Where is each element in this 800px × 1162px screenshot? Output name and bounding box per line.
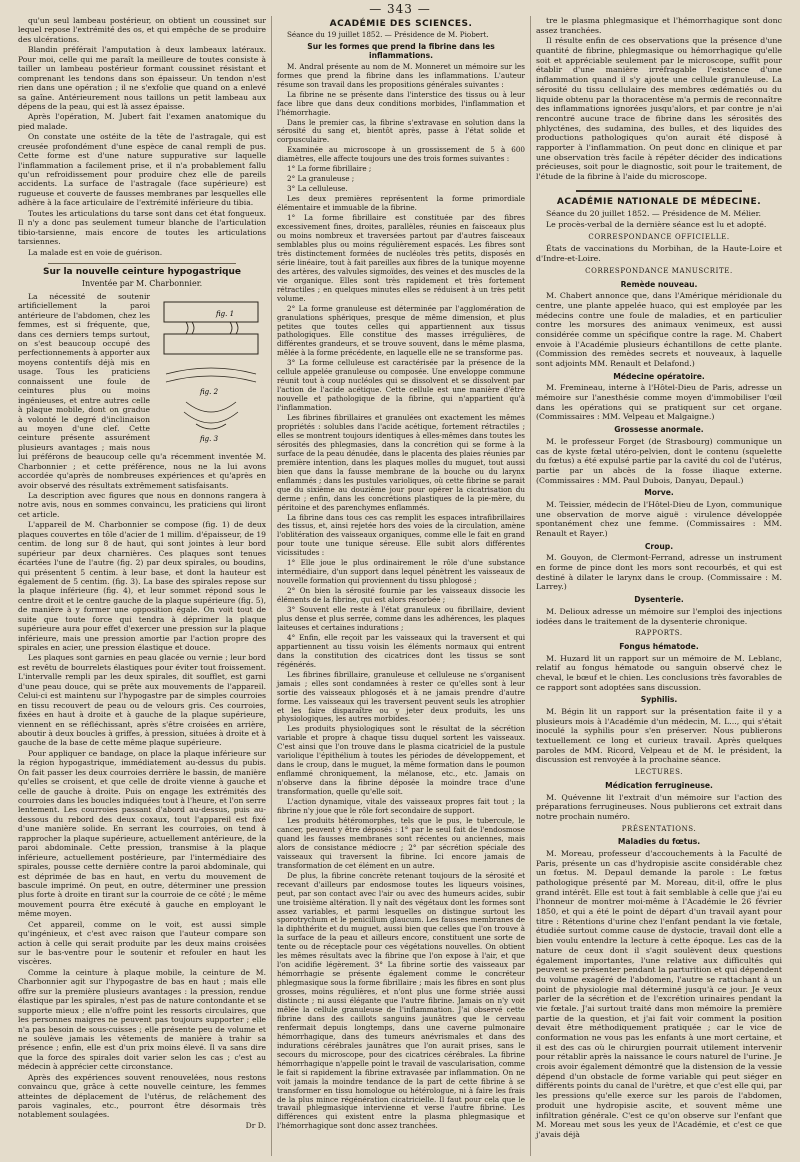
paragraph: La fibrine ne se présente dans l'interstice des tissus ou à leur face libre que dans deux conditions morbides, l'inflammation et l'hémorrhagie. bbox=[277, 89, 525, 117]
item-text: M. Teissier, médecin de l'Hôtel-Dieu de Lyon, communique une observation de morve aiguë : virulence développée spontanément chez une femme. (Commissaires : MM. Renault et Rayer.) bbox=[536, 499, 782, 538]
paragraph: Il résulte enfin de ces observations que la présence d'une quantité de fibrine, phlegmasique ou hémorrhagique qu'elle soit et appréciable seulement par le microscope, suffit pour établir d'une manière irréfragable l'existence d'une inflammation quand il s'y ajoute une cellule granuleuse. La sérosité du tissu cellulaire des membres œdématiés ou du liquide obtenu par la thoracentèse m'a permis de reconnaître des inflammations ignorées jusqu'alors, et par contre je n'ai rencontré aucune trace de fibrine dans les sérosités des phlycténes, des sudamina, des bulles, et des liquides des productions pathologiques qu'on aurait été disposé à rapporter à l'inflammation. On peut donc en clinique et par une observation très facile à répéter décider des indications précieuses, soit pour le diagnostic, soit pour le traitement, de l'étude de la fibrine à l'aide du microscope. bbox=[536, 36, 782, 181]
paragraph: M. Andral présente au nom de M. Monneret un mémoire sur les formes que prend la fibrine dans les inflammations. L'auteur résume son travail dans les propositions générales suivantes : bbox=[277, 61, 525, 89]
paragraph: Les deux premières représentent la forme primordiale élémentaire et immuable de la fibrine. bbox=[277, 194, 525, 213]
paragraph: Les produits physiologiques sont le résultat de la sécrétion variable et propre à chaque tissu duquel sortent les vaisseaux. C'est ainsi que l'on trouve dans le plasma cicatriciel de la pustule variolique l'épithélium à toutes les périodes de développement, et dans le croup, dans le muguet, la même formation dans le poumon enflammé chroniquement, la mélanose, etc., etc. Jamais on n'observe dans la fibrine déposée la moindre trace d'une transformation, quelle qu'elle soit. bbox=[277, 724, 525, 797]
fig3-label: fig. 3 bbox=[200, 434, 219, 443]
item-text: M. Delioux adresse un mémoire sur l'emploi des injections iodées dans le traitement de la dysenterie chronique. bbox=[536, 606, 782, 626]
paragraph: Dans le premier cas, la fibrine s'extravase en solution dans la sérosité du sang et, bientôt après, passe à l'état solide et corpusculaire. bbox=[277, 117, 525, 145]
section-title: ACADÉMIE DES SCIENCES. bbox=[329, 19, 473, 29]
paragraph: 1° La forme fibrillaire est constituée par des fibres excessivement fines, droites, parallèles, réunies en faisceaux plus ou moins nombreux et traversées partout par d'autres faisceaux semblables plus ou moins régulièrement espacés. Les fibres sont très distinctement formées de nucléoles très petits, disposés en série linéaire, tout à fait pareilles aux fibres de la tunique moyenne des artères, des valvules sigmoïdes, des veines et des muscles de la vie organique. Elles sont très rapidement et très fortement rétractiles ; en quelques minutes elles se réduisent à un très petit volume. bbox=[277, 213, 525, 303]
paragraph: 4° Enfin, elle reçoit par les vaisseaux qui la traversent et qui appartiennent au tissu voisin les éléments normaux qui entrent dans la constitution des cicatrices dont les tissus se sont régénérés. bbox=[277, 632, 525, 669]
item-heading: Maladies du fœtus. bbox=[617, 837, 701, 847]
item-text: M. Fremineau, interne à l'Hôtel-Dieu de Paris, adresse un mémoire sur l'anesthésie comme moyen d'immobiliser l'œil dans les opérations qui se pratiquent sur cet organe. (Commissaires : MM. Velpeau et Malgaigne.) bbox=[536, 383, 782, 422]
paragraph: 3° La celluleuse. bbox=[287, 184, 348, 194]
item-heading: Morve. bbox=[644, 488, 674, 498]
separator bbox=[48, 263, 236, 264]
column-rule bbox=[530, 16, 531, 1156]
item-heading: Médication ferrugineuse. bbox=[605, 780, 713, 790]
academy-title: ACADÉMIE NATIONALE DE MÉDECINE. bbox=[556, 196, 762, 207]
item-heading: PRÉSENTATIONS. bbox=[621, 824, 697, 833]
paragraph: 2° La forme granuleuse est déterminée par l'agglomération de granulations sphériques, presque de même dimension, et plus petites que toutes celles qui appartiennent aux tissus pathologiques. Elle constitue des masses irrégulières, de différentes grandeurs, et se trouve souvent, dans le même plasma, mêlée à la forme précédente, en laquelle elle ne se transforme pas. bbox=[277, 303, 525, 358]
paragraph: Cet appareil, comme on le voit, est aussi simple qu'ingénieux, et c'est avec raison que l'auteur compare son action à celle qui serait produite par les deux mains croisées sur le bas-ventre pour le soutenir et refouler en haut les viscères. bbox=[18, 919, 266, 967]
article-inventor: Inventée par M. Charbonnier. bbox=[81, 279, 203, 289]
left-intro bbox=[18, 16, 266, 257]
minutes: Le procès-verbal de la dernière séance est lu et adopté. bbox=[546, 220, 767, 230]
item-text: M. Huzard lit un rapport sur un mémoire de M. Leblanc, relatif au fongus hématode ou sanguin observé chez le cheval, le bœuf et le chien. Les conclusions très favorables de ce rapport sont adoptées sans discussion. bbox=[536, 653, 782, 692]
item-heading: Syphilis. bbox=[640, 695, 678, 705]
corr-official-text: États de vaccinations du Morbihan, de la Haute-Loire et d'Indre-et-Loire. bbox=[536, 244, 782, 264]
right-intro bbox=[536, 16, 782, 182]
signature: Dr D. bbox=[245, 1120, 266, 1130]
item-heading: Fongus hématode. bbox=[619, 641, 699, 651]
paragraph: La fibrine dans tous ces cas remplit les espaces intrafibrillaires des tissus, et, ainsi rejetée hors des voies de la circulation, amène l'oblitération des vaisseaux organiques, comme elle le fait en grand pour toute une tunique séreuse. Elle subit alors différentes vicissitudes : bbox=[277, 512, 525, 558]
section-subtitle: Sur les formes que prend la fibrine dans les inflammations. bbox=[307, 41, 495, 60]
item-text: M. Chabert annonce que, dans l'Amérique méridionale du centre, une plante appelée huaco, qui est employée par les médecins contre une foule de maladies, et en particulier contre les morsures des animaux venimeux, est aussi considérée comme un spécifique contre la rage. M. Chabert envoie à l'Académie plusieurs échantillons de cette plante. (Commission des remèdes secrets et nouveaux, à laquelle sont adjoints MM. Renault et Delafond.) bbox=[536, 291, 782, 368]
paragraph: La malade est en voie de guérison. bbox=[28, 247, 163, 257]
item-heading: Croup. bbox=[644, 541, 674, 551]
paragraph: Après l'opération, M. Jubert fait l'examen anatomique du pied malade. bbox=[18, 112, 266, 131]
item-text: M. Moreau, professeur d'accouchements à la Faculté de Paris, présente un cas d'hydropisie ascite considérable chez un fœtus. M. Depaul demande la parole : Le fœtus pathologique présenté par M. Moreau, dit-il, offre le plus grand intérêt. Elle est tout à fait semblable à celle que j'ai eu l'honneur de montrer moi-même à l'Académie le 26 février 1850, et qui a été le point de départ d'un travail ayant pour titre : Rétentions d'urine chez l'enfant pendant la vie fœtale, étudiée surtout comme cause de dystocie, travail dont elle a bien voulu entendre la lecture à cette époque. Les cas de la nature de ceux dont il s'agit soulèvent deux questions également importantes, l'une relative aux difficultés qui peuvent se présenter pendant la parturition et qui dépendent du volume exagéré de l'abdomen, l'autre se rattachant à un point de physiologie mal déterminé jusqu'à ce jour. Je veux parler de la sécrétion et de l'excrétion urinaires pendant la vie fœtale. J'ai surtout traité dans mon mémoire la première partie de la question, et j'ai fait voir comment la position devait être méthodiquement pratiquée ; car le vice de conformation ne vous pas les enfants à une mort certaine, et il est des cas où le chirurgien pourrait utilement intervenir pour rétablir après la naissance le cours naturel de l'urine. Je crois avoir également démontré que la distension de la vessie dépend d'un obstacle de forme variable qui peut siéger en différents points du canal de l'urètre, et que c'est elle qui, par les pressions qu'elle exerce sur les parois de l'abdomen, produit une hydropisie ascite, et souvent même une infiltration générale. C'est ce qu'on observe sur l'enfant que M. Moreau met sous les yeux de l'Académie, et c'est ce que j'avais déjà bbox=[536, 848, 782, 1139]
item-heading: RAPPORTS. bbox=[635, 629, 683, 638]
paragraph: 2° On bien la sérosité fournie par les vaisseaux dissocie les éléments de la fibrine, qui est alors résorbée ; bbox=[277, 586, 525, 605]
paragraph: 1° Elle joue le plus ordinairement le rôle d'une substance intermédiaire, d'un support dans lequel pénètrent les vaisseaux de nouvelle formation qui proviennent du tissu phlogosé ; bbox=[277, 558, 525, 586]
paragraph: tre le plasma phlegmasique et l'hémorrhagique sont donc assez tranchées. bbox=[536, 16, 782, 35]
paragraph: Comme la ceinture à plaque mobile, la ceinture de M. Charbonnier agit sur l'hypogastre de bas en haut ; mais elle offre sur la première plusieurs avantages : la pression, rendue élastique par les spirales, n'est pas de nature contondante et se supporte mieux ; elle n'offre point les ressorts circulaires, que les personnes maigres ne peuvent pas toujours supporter ; elle n'a pas besoin de sous-cuisses ; elle présente peu de volume et ne soulève jamais les vêtements de manière à trahir sa présence ; enfin, elle est d'un prix moins élevé. Il va sans dire que la force des spirales doit varier selon les cas ; c'est au médecin à apprécier cette circonstance. bbox=[18, 967, 266, 1072]
paragraph: Les fibrines fibrillaires et granulées ont exactement les mêmes propriétés : solubles dans l'acide acétique, fortement rétractiles ; elles se montrent toujours identiques à elles-mêmes dans toutes les sérosités des phlegmasies, dans la concrétion qui se forme à la surface de la peau dénudée, dans le placenta des plaies réunies par première intention, dans les plaques molles du muguet, tout aussi bien que dans la fausse membrane de la bouche ou du larynx enflammés ; dans les pustules varioliques, où cette fibrine se parait que du sixième au douzième jour pour opérer la cicatrisation du derme ; enfin, dans les concrétions plastiques de la pie-mère, du péritoine et des parenchymes enflammés. bbox=[277, 413, 525, 512]
paragraph: On constate une ostéite de la tête de l'astragale, qui est creusée profondément d'une espèce de canal rempli de pus. Cette forme est d'une nature suppurative sur laquelle l'inflammation a facilement prise, et il n'a probablement fallu qu'un refroidissement pour produire chez elle de pareils accidents. La surface de l'astragale (face supérieure) est rugueuse et couverte de fausses membranes par lesquelles elle adhère à la face articulaire de l'extrémité inférieure du tibia. bbox=[18, 132, 266, 208]
paragraph: La description avec figures que nous en donnons rangera à notre avis, nous en sommes convaincu, les praticiens qui liront cet article. bbox=[18, 491, 266, 519]
session-line: Séance du 20 juillet 1852. — Présidence de M. Mélier. bbox=[546, 209, 761, 219]
item-heading: Dysenterie. bbox=[634, 595, 684, 605]
left-column bbox=[18, 16, 266, 1131]
paragraph: Pour appliquer ce bandage, on place la plaque inférieure sur la région hypogastrique, immédiatement au-dessus du pubis. On fait passer les deux courroies derrière le bassin, de manière qu'elles se croisent, et que celle de droite vienne à gauche et celle de gauche à droite. Puis on engage les extrémités des courroies dans les boucles indiquées tout à l'heure, et l'on serre lentement. Les courroies passant d'abord au-dessus, puis au-dessous du rebord des deux coxaux, tout l'appareil est fixé d'une manière solide. En serrant les courroies, on tend à rapprocher la plaque supérieure, actuellement antérieure, de la paroi abdominale. Cette pression, transmise à la plaque inférieure, actuellement postérieure, par l'intermédiaire des spirales, pousse cette dernière contre la paroi abdominale, qui est déprimée de bas en haut, en vertu du mouvement de bascule imprimé. On peut, en outre, déterminer une pression plus forte à droite en tirant sur la courroie de ce côté ; le même mouvement pourra être exécuté à gauche en employant le même moyen. bbox=[18, 748, 266, 919]
paragraph: 3° Souvent elle reste à l'état granuleux ou fibrillaire, devient plus dense et plus serrée, comme dans les adhérences, les plaques laiteuses et certaines indurations ; bbox=[277, 605, 525, 632]
middle-column bbox=[277, 16, 525, 1132]
paragraph: 1° La forme fibrillaire ; bbox=[287, 164, 372, 174]
paragraph: Les plaques sont garnies en peau glacée ou vernie ; leur bord est revêtu de bourrelets élastiques pour éviter tout froissement. L'intervalle rempli par les deux spirales, dit soufflet, est garni d'une peau douce, qui se prête aux mouvements de l'appareil. Celui-ci est maintenu sur l'hypogastre par de simples courroies en tissu recouvert de peau ou de velours gris. Ces courroies, fixées en haut à droite et à gauche de la plaque supérieure, viennent en se réfléchissant, après s'être croisées en arrière, aboutir à deux boucles à griffes, à pression, situées à droite et à gauche de la base de cette même plaque supérieure. bbox=[18, 653, 266, 748]
session-line: Séance du 19 juillet 1852. — Présidence de M. Piobert. bbox=[287, 29, 489, 39]
column-rule bbox=[271, 16, 272, 1156]
item-heading: Grossesse anormale. bbox=[614, 425, 704, 435]
paragraph: De plus, la fibrine concrète retenant toujours de la sérosité et recevant d'ailleurs par endosmose toutes les liqueurs voisines, peut, par son contact avec l'air ou avec des humeurs acides, subir une troisième altération. Il y naît des végétaux dont les formes sont assez variables, et parmi lesquelles on distingue surtout les sporotrychum et le penicillum glaucum. Les fausses membranes de la diphthérite et du muguet, aussi bien que celles que l'on trouve à la surface de la peau et ailleurs encore, constituent une sorte de tente ou de réceptacle pour ces végétations nouvelles. On obtient les mêmes résultats avec la fibrine que l'on expose à l'air, et que l'on acidifie légèrement. 3° La fibrine sortie des vaisseaux par hémorrhagie se présente également comme le concréteur phlegmasique sous la forme fibrillaire ; mais les fibres en sont plus grosses, moins régulières, et n'ont plus une forme striée aussi distincte ; ni aussi élégante que l'autre fibrine. Jamais on n'y voit mêlée la cellule granuleuse de l'inflammation. J'ai observé cette fibrine dans des caillots sanguins jaunâtres que le cerveau renfermait depuis longtemps, dans une caverne pulmonaire hémorrhagique, dans des tumeurs anévrismales et dans des indurations cérébrales jaunâtres que l'on aurait prises, sans le secours du microscope, pour des cicatrices cérébrales. La fibrine hémorrhagique n'appelle point le travail de vascularisation, comme le fait si rapidement la fibrine extravasée par inflammation. On ne voit jamais la moindre tendance de la part de cette fibrine à se transformer en tissu homologue ou hétérologue, ni à faire les frais de la plus mince régénération cicatricielle. Il faut pour cela que le travail phlegmasique intervienne et verse l'autre fibrine. Les différences qui existent entre la plasma phlegmasique et l'hémorrhagique sont donc assez tranchées. bbox=[277, 870, 525, 1131]
fig2-label: fig. 2 bbox=[200, 387, 219, 396]
paragraph: La nécessité de soutenir artificiellement la paroi antérieure de l'abdomen, chez les femmes, est si fréquente, que, dans ces derniers temps surtout, on s'est beaucoup occupé des perfectionnements à apporter aux moyens contentifs déjà mis en usage. Tous les praticiens connaissent une foule de ceintures plus ou moins ingénieuses, et entre autres celle à plaque mobile, dont on gradue à volonté le degré d'inclinaison au moyen d'une clef. Cette ceinture présente assurément plusieurs avantages ; mais nous lui préférons de beaucoup celle qu'a récemment inventée M. Charbonnier ; et cette préférence, nous ne la lui avons accordée qu'après de nombreuses expériences et qu'après en avoir observé des résultats extrêmement satisfaisants. bbox=[18, 291, 266, 490]
corr-official-heading: CORRESPONDANCE OFFICIELLE. bbox=[588, 232, 730, 241]
paragraph: Blandin préférait l'amputation à deux lambeaux latéraux. Pour moi, celle qui me paraît la meilleure de toutes consiste à tailler un lambeau postérieur formant coussinet résistant et comprenant les tendons dans son épaisseur. Un tendon n'est rien dans une opération ; il ne s'exfolie que quand on a enlevé sa gaîne. Antérieurement nous taillons un petit lambeau aux dépens de la peau, qui est là assez épaisse. bbox=[18, 45, 266, 111]
item-text: M. Bégin lit un rapport sur la présentation faite il y a plusieurs mois à l'Académie d'un médecin, M. L..., qui s'était inoculé la syphilis pour s'en préserver. Nous publierons textuellement ce long et curieux travail. Après quelques paroles de MM. Ricord, Velpeau et de M. le président, la discussion est renvoyée à la prochaine séance. bbox=[536, 707, 782, 765]
right-items bbox=[536, 280, 782, 1140]
middle-body bbox=[277, 63, 525, 1132]
paragraph: Les fibrines fibrillaire, granuleuse et celluleuse ne s'organisent jamais ; elles sont condamnées à rester ce qu'elles sont à leur sortie des vaisseaux phlogosés et à ne jamais prendre d'autre forme. Les vaisseaux qui les traversent peuvent seuls les atrophier et les faire disparaître ou y jeter deux produits, les uns physiologiques, les autres morbides. bbox=[277, 669, 525, 724]
paragraph: Examinée au microscope à un grossissement de 5 à 600 diamètres, elle affecte toujours une des trois formes suivantes : bbox=[277, 145, 525, 164]
item-heading: LECTURES. bbox=[634, 768, 684, 777]
paragraph: L'appareil de M. Charbonnier se compose (fig. 1) de deux plaques couvertes en tôle d'acier de 1 millim. d'épaisseur, de 19 centim. de long sur 8 de haut, qui sont jointes à leur bord supérieur par deux charnières. Ces plaques sont tenues écartées l'une de l'autre (fig. 2) par deux spirales, ou boudins, qui présentent 5 centim. à leur base, et dont la hauteur est également de 5 centim. (fig. 3). La base des spirales repose sur la plaque inférieure (fig. 4), et leur sommet répond sous le centre droit et le centre gauche de la plaque supérieure (fig. 5), de manière à y former une opposition égale. On voit tout de suite que toute force qui tendra à déprimer la plaque supérieure aura pour effet d'exercer une pression sur la plaque inférieure, mais une pression amortie par l'action propre des spirales en acier, une pression élastique et douce. bbox=[18, 520, 266, 652]
item-text: M. Quévenne lit l'extrait d'un mémoire sur l'action des préparations ferrugineuses. Nous publierons cet extrait dans notre prochain numéro. bbox=[536, 792, 782, 821]
item-heading: Médecine opératoire. bbox=[613, 371, 705, 381]
article-title: Sur la nouvelle ceinture hypogastrique bbox=[43, 266, 241, 277]
separator bbox=[576, 190, 742, 192]
paragraph: qu'un seul lambeau postérieur, on obtient un coussinet sur lequel repose l'extrémité des os, et qui empêche de se produire des ulcérations. bbox=[18, 16, 266, 44]
corr-manuscript-heading: CORRESPONDANCE MANUSCRITE. bbox=[585, 266, 733, 275]
page-number: — 343 — bbox=[369, 2, 431, 16]
right-column bbox=[536, 16, 782, 1141]
paragraph: 3° La forme celluleuse est caractérisée par la présence de la cellule appelée granuleuse ou composée. Une enveloppe commune réunit tout à coup nucléoles qui se dissolvent et se dissolvent par l'action de l'acide acétique. Cette cellule est une manière d'être nouvelle et pathologique de la fibrine, qui n'appartient qu'à l'inflammation. bbox=[277, 358, 525, 413]
paragraph: 2° La granuleuse ; bbox=[287, 174, 355, 184]
belt-figure bbox=[156, 294, 266, 444]
fig1-label: fig. 1 bbox=[216, 309, 235, 318]
paragraph: Toutes les articulations du tarse sont dans cet état fongueux. Il n'y a donc pas seulement tumeur blanche de l'articulation tibio-tarsienne, mais encore de toutes les articulations tarsiennes. bbox=[18, 208, 266, 247]
paragraph: Les produits hétéromorphes, tels que le pus, le tubercule, le cancer, peuvent y être déposés : 1° par le seul fait de l'endosmose quand les fausses membranes sont récentes ou anciennes, mais alors de consistance médiocre ; 2° par sécrétion spéciale des vaisseaux qui traversent la fibrine. Ici encore jamais de transformation de cet élément en un autre. bbox=[277, 815, 525, 870]
item-text: M. Gouyon, de Clermont-Ferrand, adresse un instrument en forme de pince dont les mors sont recourbés, et qui est destiné à dilater le larynx dans le croup. (Commissaire : M. Larrey.) bbox=[536, 553, 782, 592]
item-heading: Remède nouveau. bbox=[620, 279, 698, 289]
paragraph: Après des expériences souvent renouvelées, nous restons convaincu que, grâce à cette nouvelle ceinture, les femmes atteintes de déplacement de l'utérus, de relâchement des parois vaginales, etc., pourront être désormais très notablement soulagées. bbox=[18, 1072, 266, 1120]
item-text: M. le professeur Forget (de Strasbourg) communique un cas de kyste fœtal utéro-pelvien, dont le contenu (squelette du fœtus) a été expulsé partie par la cavité du col de l'utérus, partie par un abcès de la fosse iliaque externe. (Commissaires : MM. Paul Dubois, Danyau, Depaul.) bbox=[536, 436, 782, 485]
paragraph: L'action dynamique, vitale des vaisseaux propres fait tout ; la fibrine n'y joue que le rôle fort secondaire de support. bbox=[277, 797, 525, 816]
